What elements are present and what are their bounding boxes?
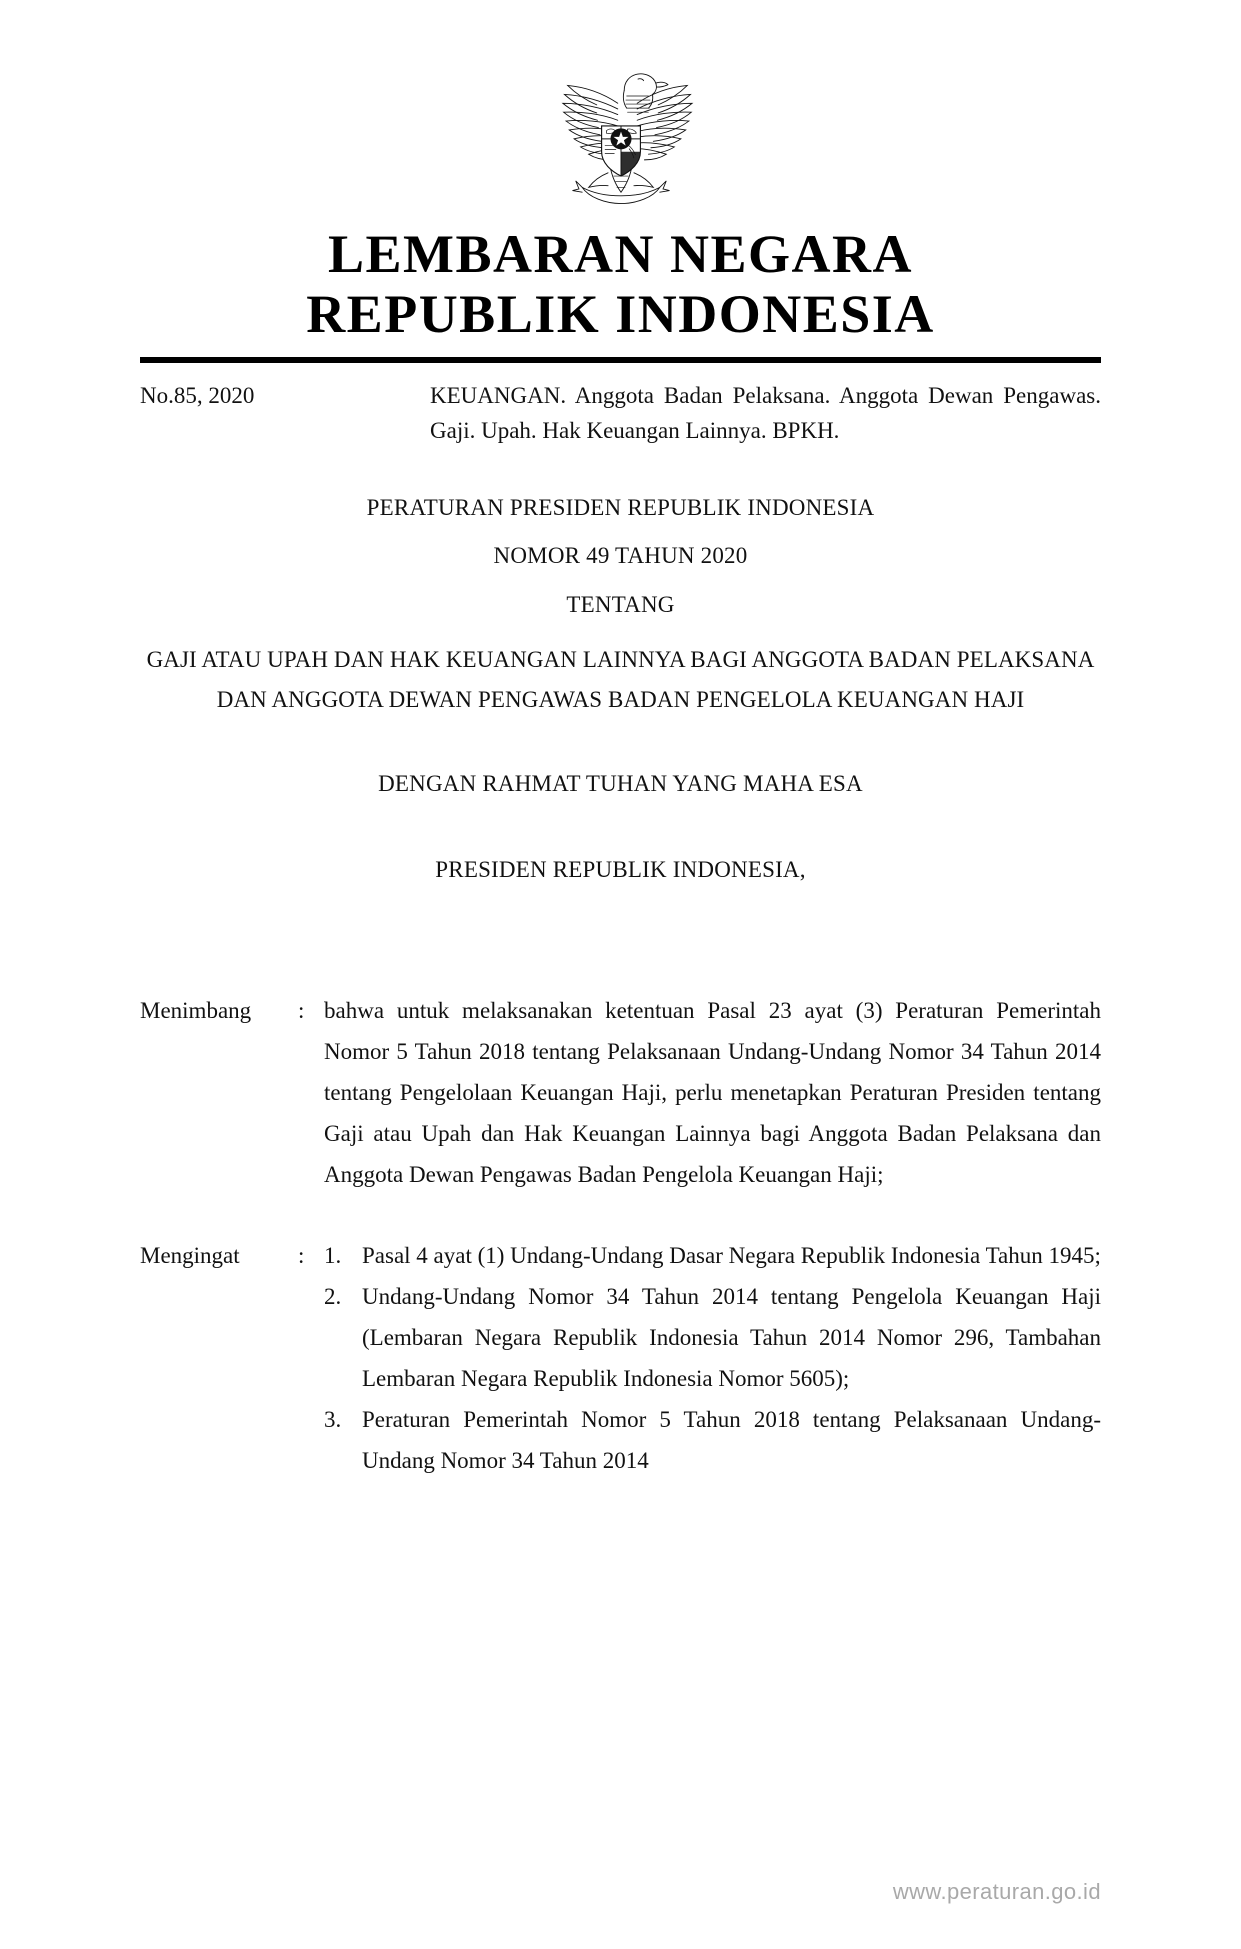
list-item-number: 3. — [324, 1406, 342, 1432]
list-item — [324, 1400, 1101, 1482]
issuer-line: PRESIDEN REPUBLIK INDONESIA, — [435, 857, 806, 883]
mengingat-list — [324, 1236, 1101, 1482]
emblem-container — [0, 0, 1241, 210]
clause-label-menimbang: Menimbang — [140, 998, 252, 1024]
regulation-title-block — [130, 495, 1111, 618]
masthead-line-1: LEMBARAN NEGARA — [327, 224, 914, 284]
list-item — [324, 1236, 1101, 1277]
clause-body-mengingat — [324, 1236, 1101, 1482]
title-line-nomor-tahun: NOMOR 49 TAHUN 2020 — [493, 543, 748, 569]
list-item-text: Undang-Undang Nomor 34 Tahun 2014 tentang Pengelola Keuangan Haji (Lembaran Negara Republik Indonesia Tahun 2014 Nomor 296, Tambahan Lembaran Negara Republik Indonesia Nomor 5605); — [362, 1283, 1101, 1391]
clause-colon-mengingat: : — [298, 1242, 305, 1268]
source-watermark: www.peraturan.go.id — [892, 1879, 1101, 1904]
title-line-tentang: TENTANG — [566, 591, 675, 617]
list-item-number: 2. — [324, 1283, 342, 1309]
masthead-title — [0, 224, 1241, 345]
clause-mengingat — [140, 1236, 1101, 1482]
garuda-pancasila-emblem — [540, 58, 702, 210]
regulation-subject: GAJI ATAU UPAH DAN HAK KEUANGAN LAINNYA BAGI ANGGOTA BADAN PELAKSANA DAN ANGGOTA DEWAN PENGAWAS BADAN PENGELOLA KEUANGAN HAJI — [146, 647, 1095, 712]
list-item-number: 1. — [324, 1242, 342, 1268]
title-line-peraturan-presiden: PERATURAN PRESIDEN REPUBLIK INDONESIA — [366, 494, 875, 520]
gazette-subject-keywords: KEUANGAN. Anggota Badan Pelaksana. Anggota Dewan Pengawas. Gaji. Upah. Hak Keuangan Lainnya. BPKH. — [430, 382, 1101, 443]
masthead-divider — [140, 357, 1101, 363]
clause-menimbang — [140, 991, 1101, 1196]
clause-colon-menimbang: : — [298, 998, 305, 1024]
header-info-row — [140, 379, 1101, 449]
invocation-line: DENGAN RAHMAT TUHAN YANG MAHA ESA — [378, 771, 863, 797]
masthead-line-2: REPUBLIK INDONESIA — [306, 284, 935, 345]
list-item-text: Pasal 4 ayat (1) Undang-Undang Dasar Negara Republik Indonesia Tahun 1945; — [362, 1242, 1101, 1268]
clause-label-mengingat: Mengingat — [140, 1242, 240, 1268]
clauses-section — [140, 991, 1101, 1481]
gazette-number: No.85, 2020 — [140, 382, 255, 408]
list-item-text: Peraturan Pemerintah Nomor 5 Tahun 2018 tentang Pelaksanaan Undang-Undang Nomor 34 Tahun 2014 — [362, 1406, 1101, 1473]
clause-paragraph-menimbang: bahwa untuk melaksanakan ketentuan Pasal 23 ayat (3) Peraturan Pemerintah Nomor 5 Tahun 2018 tentang Pelaksanaan Undang-Undang Nomor 34 Tahun 2014 tentang Pengelolaan Keuangan Haji, perlu menetapkan Peraturan Presiden tentang Gaji atau Upah dan Hak Keuangan Lainnya bagi Anggota Badan Pelaksana dan Anggota Dewan Pengawas Badan Pengelola Keuangan Haji; — [324, 998, 1101, 1187]
clause-body-menimbang — [324, 991, 1101, 1196]
list-item — [324, 1277, 1101, 1400]
